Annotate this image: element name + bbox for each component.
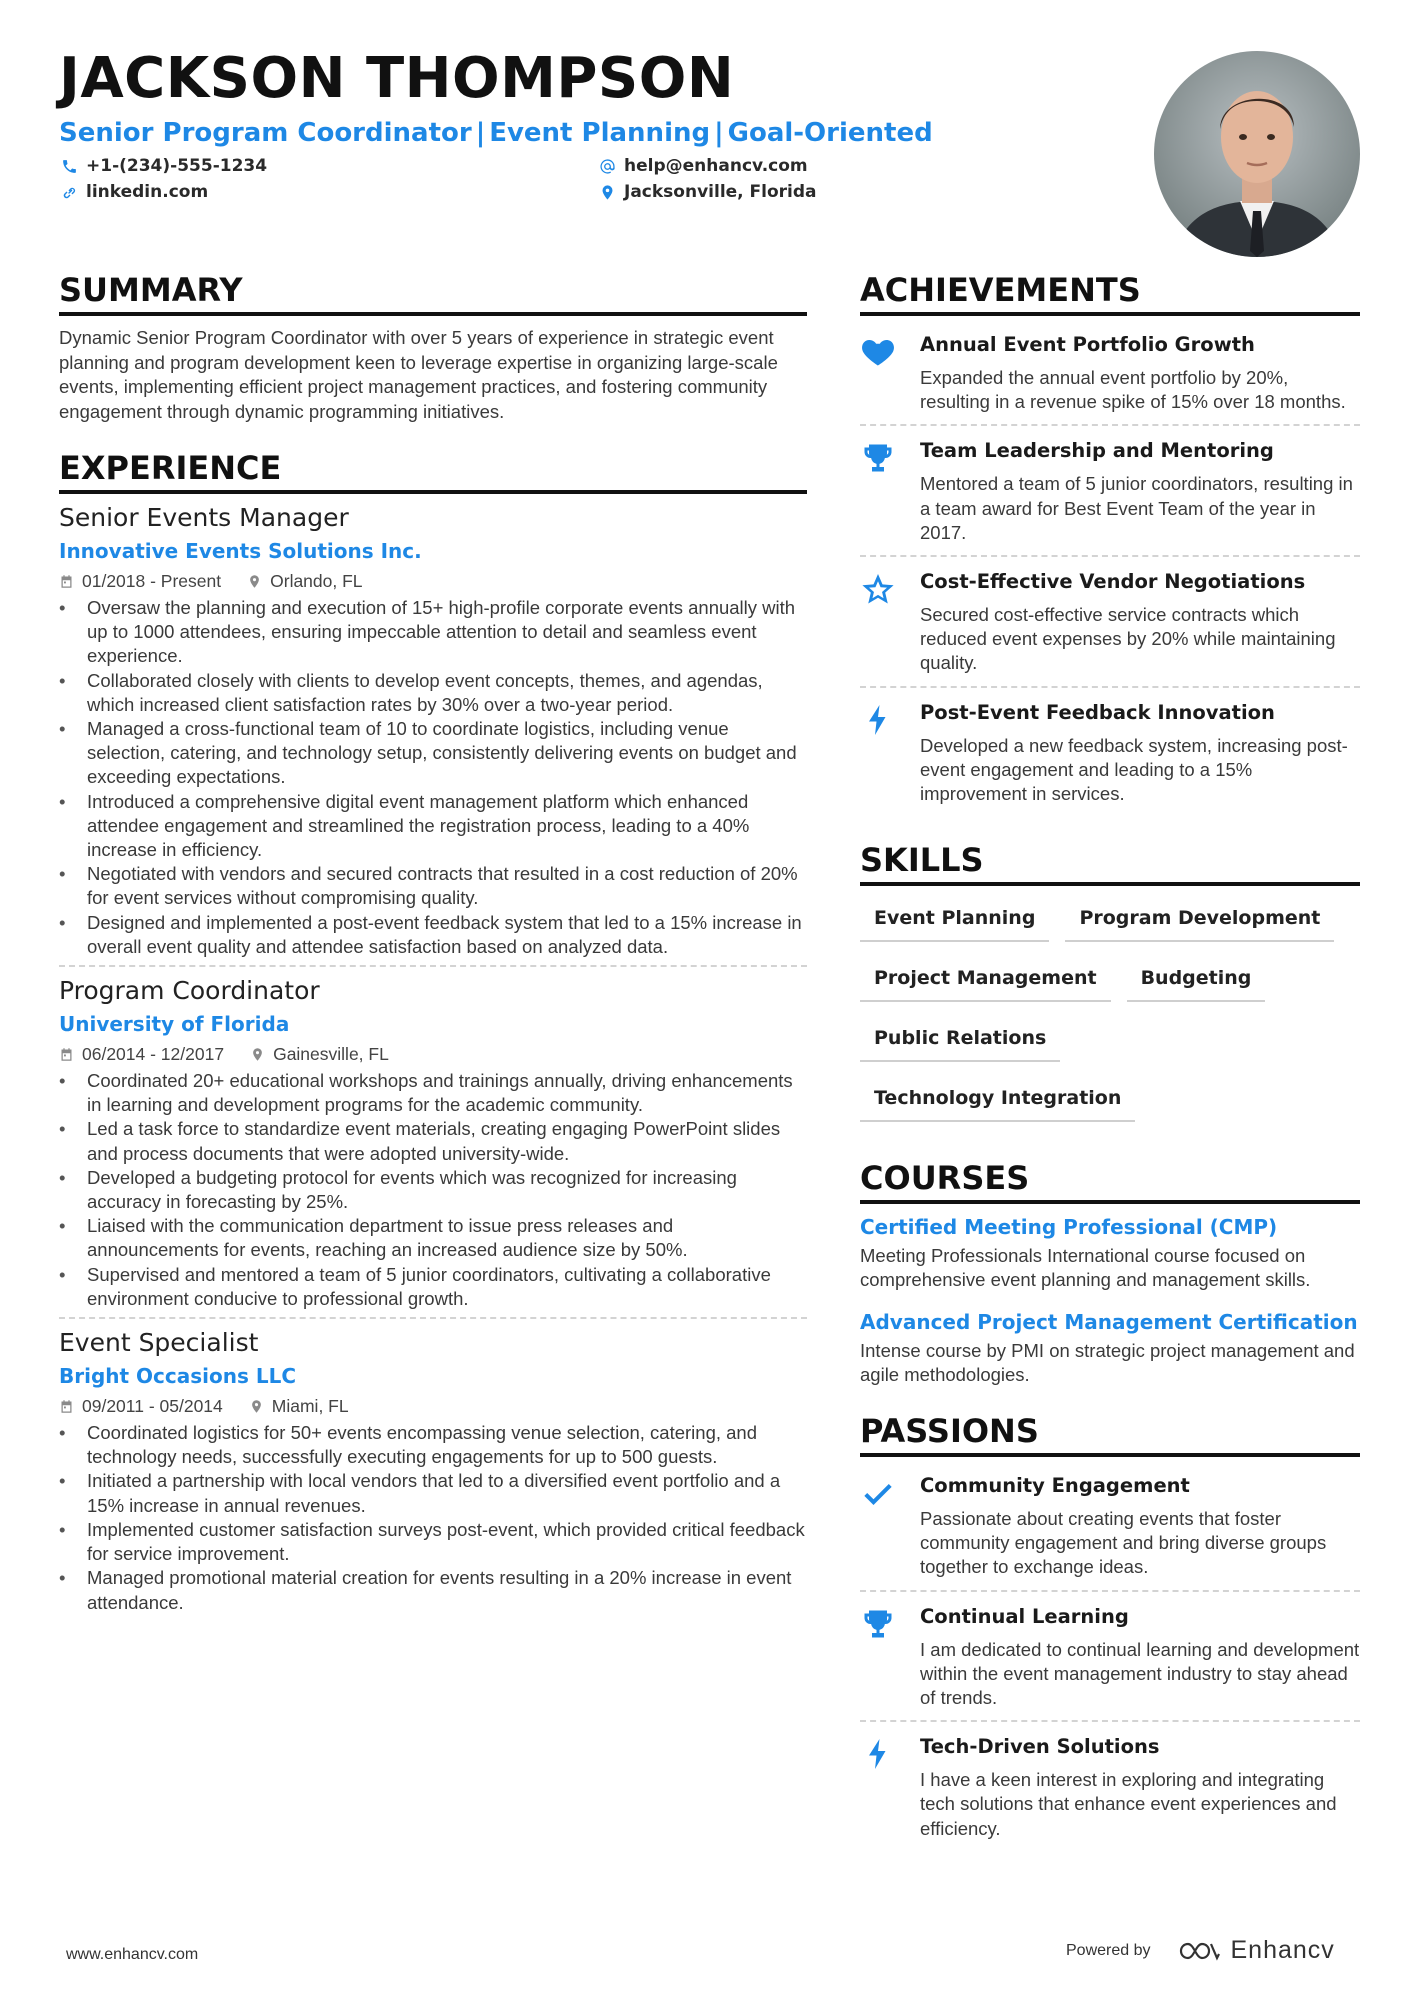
- achievement-desc: Expanded the annual event portfolio by 20%, resulting in a revenue spike of 15% over 18 months.: [920, 367, 1346, 413]
- location-pin-icon: [250, 1047, 265, 1062]
- bolt-icon: [860, 1736, 896, 1772]
- section-title: PASSIONS: [860, 1411, 1360, 1457]
- skill-tag: Budgeting: [1127, 954, 1266, 1002]
- passion-title: Tech-Driven Solutions: [920, 1735, 1160, 1759]
- link-icon: [61, 184, 78, 201]
- skill-tag: Project Management: [860, 954, 1111, 1002]
- achievement-desc: Developed a new feedback system, increasing post-event engagement and leading to a 15% improvement in services.: [920, 734, 1348, 805]
- course-desc: Meeting Professionals International course focused on comprehensive event planning and management skills.: [860, 1245, 1311, 1291]
- achievement-title: Annual Event Portfolio Growth: [920, 333, 1255, 356]
- headline-part: Senior Program Coordinator: [59, 118, 472, 148]
- bullet-item: • Oversaw the planning and execution of 15+ high-profile corporate events annually with up to 1000 attendees, ensuring impeccable attention to detail and seamless event experience.: [59, 596, 807, 669]
- bullet-item: • Developed a budgeting protocol for events which was recognized for increasing accuracy in forecasting by 25%.: [59, 1166, 807, 1214]
- job-location: Miami, FL: [271, 1396, 349, 1417]
- right-column: [860, 270, 1360, 1875]
- bullet-item: • Managed a cross-functional team of 10 to coordinate logistics, including venue selection, catering, and technology setup, consistently delivering events on budget and exceeding expectations.: [59, 717, 807, 790]
- left-column: [59, 270, 807, 1645]
- achievement-title: Team Leadership and Mentoring: [920, 439, 1274, 463]
- location-pin-icon: [599, 184, 616, 201]
- bullet-item: • Introduced a comprehensive digital event management platform which enhanced attendee engagement and streamlined the registration process, leading to a 40% increase in efficiency.: [59, 790, 807, 863]
- email-text: help@enhancv.com: [624, 156, 808, 176]
- achievement-item: [860, 688, 1360, 817]
- location-text: Jacksonville, Florida: [624, 182, 817, 202]
- passion-desc: I am dedicated to continual learning and development within the event management industry to stay ahead of trends.: [920, 1638, 1360, 1709]
- calendar-icon: [59, 1047, 74, 1062]
- section-title: SKILLS: [860, 840, 1360, 886]
- bullet-item: • Designed and implemented a post-event feedback system that led to a 15% increase in overall event quality and attendee satisfaction based on analyzed data.: [59, 911, 807, 959]
- achievements-section: [860, 270, 1360, 816]
- heart-icon: [860, 334, 896, 370]
- contact-phone[interactable]: [61, 156, 267, 176]
- headline-part: Goal-Oriented: [727, 118, 933, 148]
- job-location: Orlando, FL: [270, 571, 363, 591]
- course-item: [860, 1309, 1360, 1387]
- job-title: Program Coordinator: [59, 976, 320, 1006]
- achievement-title: Cost-Effective Vendor Negotiations: [920, 570, 1306, 594]
- course-title: Certified Meeting Professional (CMP): [860, 1215, 1278, 1240]
- company-name: Innovative Events Solutions Inc.: [59, 539, 422, 563]
- profile-photo: [1154, 51, 1360, 257]
- passion-desc: I have a keen interest in exploring and integrating tech solutions that enhance event experiences and efficiency.: [920, 1769, 1337, 1839]
- bolt-icon: [860, 702, 896, 738]
- contact-linkedin[interactable]: [61, 182, 208, 202]
- skills-section: [860, 840, 1360, 1134]
- brand-logo[interactable]: [1177, 1936, 1335, 1965]
- skills-list: [860, 894, 1360, 1134]
- section-title: COURSES: [860, 1158, 1360, 1204]
- headline-part: Event Planning: [489, 118, 711, 148]
- passion-item: [860, 1461, 1360, 1592]
- skill-tag: Public Relations: [860, 1014, 1060, 1062]
- bullet-item: • Coordinated 20+ educational workshops and trainings annually, driving enhancements in learning and development programs for the academic community.: [59, 1069, 807, 1117]
- trophy-icon: [860, 1606, 896, 1642]
- enhancv-logo-icon: [1177, 1940, 1221, 1962]
- bullet-item: • Collaborated closely with clients to develop event concepts, themes, and agendas, which increased client satisfaction rates by 30% over a two-year period.: [59, 669, 807, 717]
- bullet-item: • Negotiated with vendors and secured contracts that resulted in a cost reduction of 20% for event services without compromising quality.: [59, 862, 807, 910]
- job-title: Senior Events Manager: [59, 503, 349, 532]
- skill-tag: Program Development: [1065, 894, 1334, 942]
- job-meta: [59, 570, 807, 592]
- job-bullets: [59, 596, 807, 959]
- job-location: Gainesville, FL: [273, 1044, 389, 1065]
- job-meta: [59, 1043, 807, 1065]
- brand-name: Enhancv: [1230, 1936, 1335, 1964]
- headline-separator: |: [475, 118, 486, 148]
- achievement-item: [860, 426, 1360, 557]
- course-desc: Intense course by PMI on strategic project management and agile methodologies.: [860, 1339, 1355, 1385]
- job-entry: [59, 1317, 807, 1621]
- calendar-icon: [59, 1399, 74, 1414]
- passion-item: [860, 1722, 1360, 1851]
- job-title: Event Specialist: [59, 1328, 259, 1358]
- footer-branding: [1066, 1936, 1335, 1965]
- calendar-icon: [59, 574, 74, 589]
- course-item: [860, 1214, 1360, 1292]
- company-name: University of Florida: [59, 1012, 290, 1037]
- at-icon: [599, 158, 616, 175]
- check-icon: [860, 1475, 896, 1511]
- company-name: Bright Occasions LLC: [59, 1364, 297, 1389]
- bullet-item: • Implemented customer satisfaction surveys post-event, which provided critical feedback for service improvement.: [59, 1518, 807, 1566]
- powered-by-label: Powered by: [1066, 1941, 1151, 1959]
- achievement-item: [860, 557, 1360, 688]
- bullet-item: • Coordinated logistics for 50+ events encompassing venue selection, catering, and technology needs, successfully executing engagements for up to 500 guests.: [59, 1421, 807, 1469]
- job-entry: [59, 502, 807, 965]
- achievement-item: [860, 320, 1360, 426]
- achievement-desc: Mentored a team of 5 junior coordinators, resulting in a team award for Best Event Team of the year in 2017.: [920, 473, 1353, 543]
- job-bullets: [59, 1069, 807, 1311]
- passion-title: Community Engagement: [920, 1474, 1190, 1498]
- courses-section: [860, 1158, 1360, 1387]
- candidate-name: JACKSON THOMPSON: [59, 46, 735, 111]
- headline-separator: |: [714, 118, 724, 148]
- contact-location: [599, 182, 817, 202]
- achievement-desc: Secured cost-effective service contracts which reduced event expenses by 20% while maintaining quality.: [920, 604, 1336, 674]
- skill-tag: Event Planning: [860, 894, 1049, 942]
- headline: [59, 116, 1139, 150]
- job-dates: 06/2014 - 12/2017: [82, 1044, 225, 1065]
- bullet-item: • Managed promotional material creation for events resulting in a 20% increase in event attendance.: [59, 1566, 807, 1614]
- job-entry: [59, 965, 807, 1317]
- bullet-item: • Led a task force to standardize event materials, creating engaging PowerPoint slides and process documents that were adopted university-wide.: [59, 1117, 807, 1165]
- linkedin-text: linkedin.com: [86, 182, 209, 202]
- job-dates: 09/2011 - 05/2014: [82, 1396, 223, 1417]
- star-icon: [860, 571, 896, 607]
- section-title: SUMMARY: [59, 270, 807, 316]
- job-meta: [59, 1395, 807, 1417]
- passions-section: [860, 1411, 1360, 1851]
- summary-section: [59, 270, 807, 424]
- job-dates: 01/2018 - Present: [82, 571, 222, 591]
- summary-text: Dynamic Senior Program Coordinator with over 5 years of experience in strategic event planning and program development keen to leverage expertise in organizing large-scale events, implementing efficient project management practices, and fostering community engagement through dynamic programming initiatives.: [59, 327, 778, 422]
- section-title: ACHIEVEMENTS: [860, 270, 1360, 316]
- skill-tag: Technology Integration: [860, 1074, 1135, 1122]
- bullet-item: • Liaised with the communication department to issue press releases and announcements for events, reaching an increased audience size by 50%.: [59, 1214, 807, 1262]
- job-bullets: [59, 1421, 807, 1615]
- passion-title: Continual Learning: [920, 1604, 1129, 1628]
- footer-website[interactable]: www.enhancv.com: [66, 1946, 199, 1963]
- phone-icon: [61, 158, 78, 175]
- trophy-icon: [860, 440, 896, 476]
- passion-desc: Passionate about creating events that foster community engagement and bring diverse groups together to exchange ideas.: [920, 1508, 1327, 1578]
- course-title: Advanced Project Management Certification: [860, 1309, 1358, 1334]
- location-pin-icon: [249, 1399, 264, 1414]
- passion-item: [860, 1592, 1360, 1723]
- bullet-item: • Supervised and mentored a team of 5 junior coordinators, cultivating a collaborative environment conducive to professional growth.: [59, 1263, 807, 1311]
- achievement-title: Post-Event Feedback Innovation: [920, 700, 1275, 724]
- contact-info: [59, 156, 1059, 212]
- section-title: EXPERIENCE: [59, 448, 807, 494]
- location-pin-icon: [247, 574, 262, 589]
- experience-section: [59, 448, 807, 1621]
- phone-text: +1-(234)-555-1234: [86, 156, 268, 176]
- resume-header: [59, 48, 1139, 212]
- bullet-item: • Initiated a partnership with local vendors that led to a diversified event portfolio and a 15% increase in annual revenues.: [59, 1469, 807, 1517]
- contact-email[interactable]: [599, 156, 808, 176]
